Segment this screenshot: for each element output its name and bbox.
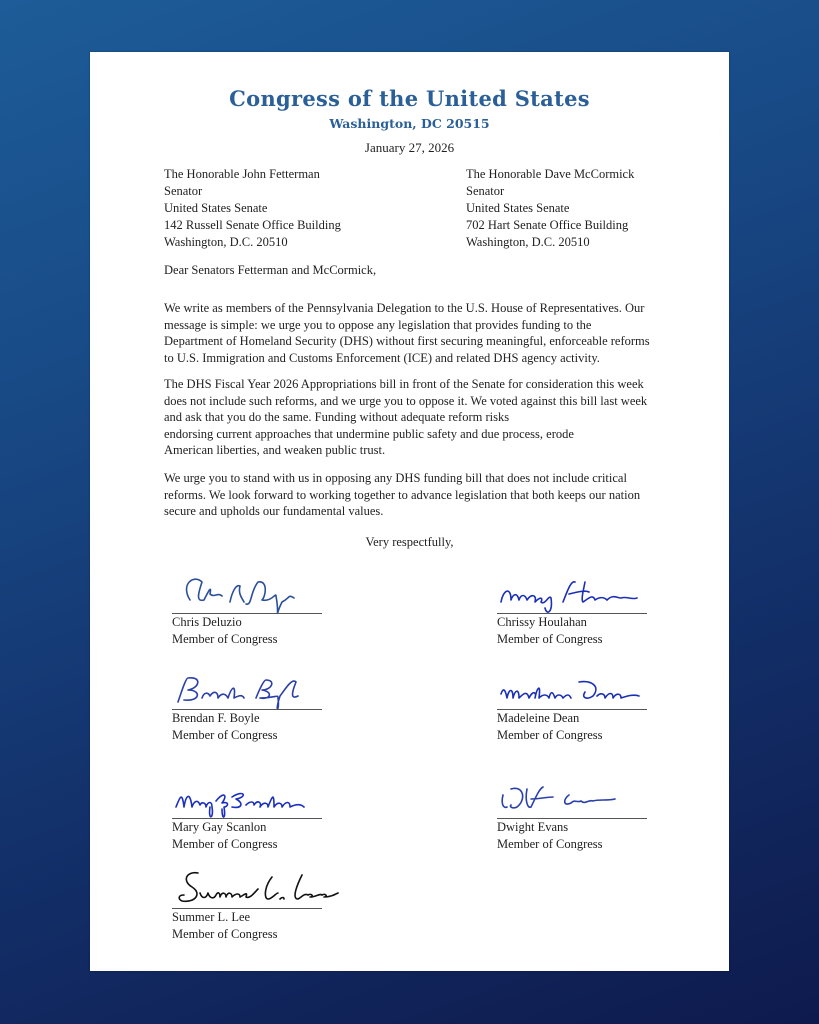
signatory-title: Member of Congress bbox=[172, 837, 278, 851]
text-line: endorsing current approaches that undermine public safety and due process, erode bbox=[164, 426, 574, 441]
handwritten-signature bbox=[172, 572, 322, 617]
address-line: Senator bbox=[466, 184, 505, 198]
text-line: does not include such reforms, and we urge you to oppose it. We voted against this bill last week bbox=[164, 393, 648, 408]
signatory-name: Chris Deluzio bbox=[172, 615, 242, 629]
signature-line bbox=[497, 613, 647, 614]
text-line: The DHS Fiscal Year 2026 Appropriations bill in front of the Senate for consideration this week bbox=[164, 377, 644, 391]
signatory-title: Member of Congress bbox=[497, 728, 603, 742]
signatory-name: Madeleine Dean bbox=[497, 711, 580, 725]
address-line: United States Senate bbox=[164, 201, 268, 215]
signatory-title: Member of Congress bbox=[497, 632, 603, 646]
signatory-title: Member of Congress bbox=[497, 837, 603, 851]
address-line: United States Senate bbox=[466, 201, 570, 215]
address-line: 702 Hart Senate Office Building bbox=[466, 218, 629, 232]
handwritten-signature bbox=[172, 668, 322, 713]
address-line: Senator bbox=[164, 184, 203, 198]
signatory-name: Brendan F. Boyle bbox=[172, 711, 260, 725]
signatory-title: Member of Congress bbox=[172, 728, 278, 742]
letterhead-title: Congress of the United States bbox=[229, 86, 590, 111]
text-line: to U.S. Immigration and Customs Enforcement (ICE) and related DHS agency activity. bbox=[164, 350, 600, 365]
salutation: Dear Senators Fetterman and McCormick, bbox=[164, 263, 377, 277]
recipient-address-fetterman bbox=[164, 166, 341, 251]
paragraph-1 bbox=[164, 300, 664, 366]
handwritten-signature bbox=[497, 777, 647, 822]
address-line: 142 Russell Senate Office Building bbox=[164, 218, 341, 232]
signatory-name: Chrissy Houlahan bbox=[497, 615, 587, 629]
address-line: Washington, D.C. 20510 bbox=[466, 235, 590, 249]
text-line: secure and upholds our fundamental values. bbox=[164, 504, 384, 518]
handwritten-signature bbox=[497, 668, 647, 713]
signature-line bbox=[172, 818, 322, 819]
address-line: The Honorable John Fetterman bbox=[164, 167, 320, 181]
handwritten-signature bbox=[172, 867, 322, 912]
signature-line bbox=[497, 818, 647, 819]
text-line: American liberties, and weaken public trust. bbox=[164, 443, 386, 457]
letter-date: January 27, 2026 bbox=[364, 140, 455, 155]
signatory-title: Member of Congress bbox=[172, 632, 278, 646]
paragraph-2 bbox=[164, 376, 664, 459]
signature-line bbox=[172, 709, 322, 710]
signatory-name: Summer L. Lee bbox=[172, 910, 251, 924]
address-line: The Honorable Dave McCormick bbox=[466, 167, 635, 181]
text-line: message is simple: we urge you to oppose any legislation that provides funding to the bbox=[164, 317, 592, 332]
letterhead-subtitle: Washington, DC 20515 bbox=[329, 116, 490, 131]
recipient-address-mccormick bbox=[466, 166, 634, 251]
letter-page bbox=[90, 52, 729, 971]
text-line: Department of Homeland Security (DHS) without first securing meaningful, enforceable reforms bbox=[164, 334, 650, 348]
handwritten-signature bbox=[497, 572, 647, 617]
handwritten-signature bbox=[172, 777, 322, 822]
signatory-title: Member of Congress bbox=[172, 927, 278, 941]
signature-line bbox=[172, 613, 322, 614]
signatory-name: Mary Gay Scanlon bbox=[172, 820, 267, 834]
signature-line bbox=[172, 908, 322, 909]
signatory-name: Dwight Evans bbox=[497, 820, 569, 834]
signature-line bbox=[497, 709, 647, 710]
address-line: Washington, D.C. 20510 bbox=[164, 235, 288, 249]
text-line: reforms. We look forward to working together to advance legislation that both keeps our nation bbox=[164, 487, 641, 502]
closing: Very respectfully, bbox=[365, 535, 454, 549]
text-line: We write as members of the Pennsylvania Delegation to the U.S. House of Representatives. Our bbox=[164, 301, 645, 315]
text-line: We urge you to stand with us in opposing any DHS funding bill that does not include critical bbox=[164, 471, 627, 485]
text-line: and ask that you do the same. Funding without adequate reform risks bbox=[164, 410, 510, 424]
paragraph-3 bbox=[164, 470, 664, 520]
